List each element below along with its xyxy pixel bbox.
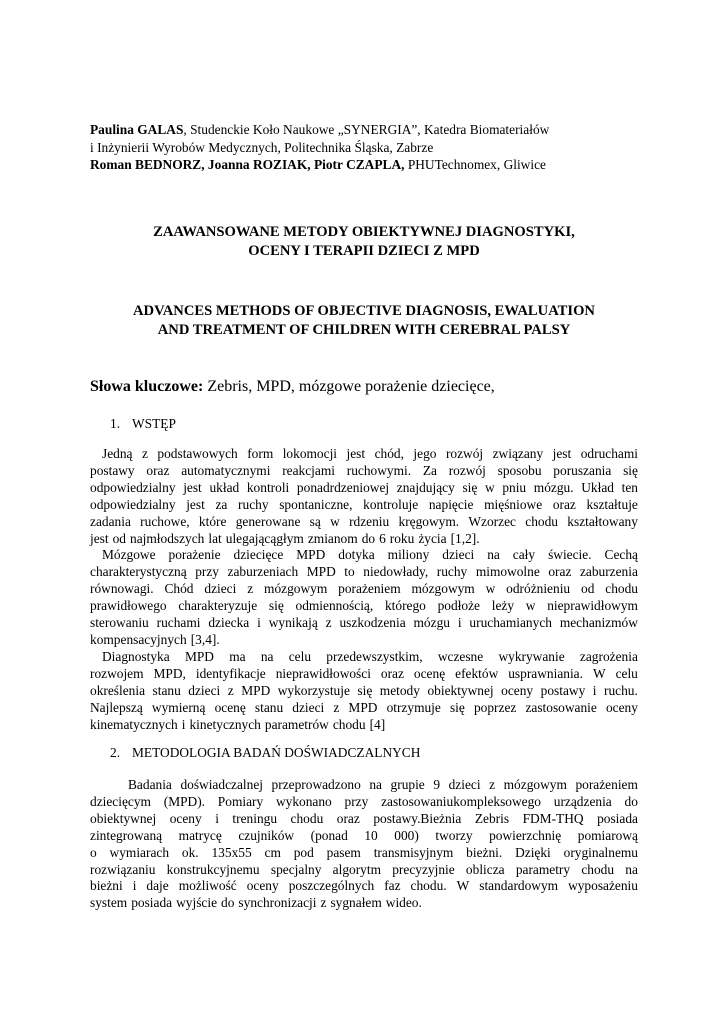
text-line: rozwiązaniu konstrukcyjnemu specjalny algorytm precyzyjnie oblicza parametry chodu na: [90, 861, 638, 877]
title-english: ADVANCES METHODS OF OBJECTIVE DIAGNOSIS, EWALUATION AND TREATMENT OF CHILDREN WITH CEREBRAL PALSY: [133, 303, 595, 338]
section-heading-2: 2. METODOLOGIA BADAŃ DOŚWIADCZALNYCH: [110, 745, 421, 760]
text-line: sterowaniu ruchami dziecka i wynikają z uszkodzenia mózgu i uruchamianych mechanizmów: [90, 615, 638, 631]
text-line: Badania doświadczalnej przeprowadzono na grupie 9 dzieci z mózgowym porażeniem: [128, 777, 638, 792]
keywords-label: Słowa kluczowe:: [90, 378, 204, 395]
author-affiliations: [90, 121, 638, 174]
section-2-body: [90, 777, 638, 912]
text-line: prawidłowego charakteryzuje się odmiennością, którego podłoże leży w nieprawidłowym: [90, 598, 638, 614]
text-line: charakterystyczną przy zaburzeniach MPD to niedowłady, ruchy mimowolne oraz zaburzenia: [90, 564, 638, 580]
author-line-3: Roman BEDNORZ, Joanna ROZIAK, Piotr CZAPLA, PHUTechnomex, Gliwice: [90, 157, 546, 172]
text-line: Diagnostyka MPD ma na celu przedewszystkim, wczesne wykrywanie zagrożenia: [102, 648, 638, 664]
text-line: obiektywnej oceny i treningu chodu oraz postawy.Bieżnia Zebris FDM-THQ posiada: [90, 810, 638, 826]
text-line: odpowiedzialny jest za ruchy spontaniczne, kontroluje napięcie mięśniowe oraz kształtuje: [90, 496, 638, 512]
text-line: równowagi. Chód dzieci z mózgowym porażeniem mózgowym w odróżnieniu od chodu: [90, 581, 638, 597]
text-line: określenia stanu dzieci z MPD wykorzystuje się metody obiektywnej oceny postawy i ruchu.: [90, 682, 638, 698]
text-line: Jedną z podstawowych form lokomocji jest chód, jego rozwój związany jest odruchami: [102, 446, 638, 461]
keywords-text: Zebris, MPD, mózgowe porażenie dziecięce,: [203, 378, 495, 395]
text-line: bieżni i daje możliwość oceny poszczególnych faz chodu. W standardowym wyposażeniu: [90, 878, 638, 894]
title-polish: ZAAWANSOWANE METODY OBIEKTYWNEJ DIAGNOSTYKI, OCENY I TERAPII DZIECI Z MPD: [153, 224, 575, 259]
keywords-line: [90, 378, 495, 396]
text-line: dziecięcym (MPD). Pomiary wykonano przy zastosowaniukompleksowego urządzenia do: [90, 793, 638, 809]
text-line: kompensacyjnych [3,4].: [90, 631, 220, 647]
author-name-galas: Paulina GALAS: [90, 122, 184, 137]
text-line: rozwojem MPD, identyfikacje nieprawidłowości oraz ocenę efektów usprawniania. W celu: [90, 665, 638, 681]
text-line: kinematycznych i kinetycznych parametrów chodu [4]: [90, 716, 386, 732]
author-line-2: i Inżynierii Wyrobów Medycznych, Politechnika Śląska, Zabrze: [90, 139, 434, 155]
author-names-technomex: Roman BEDNORZ, Joanna ROZIAK, Piotr CZAPLA,: [90, 157, 405, 172]
text-line: postawy oraz automatycznymi reakcjami ruchowymi. Za rozwój sposobu poruszania się: [90, 462, 638, 478]
section-heading-1: 1. WSTĘP: [110, 416, 176, 431]
text-line: Mózgowe porażenie dziecięce MPD dotyka miliony dzieci na cały świecie. Cechą: [102, 547, 638, 563]
text-line: zintegrowaną matrycę czujników (ponad 10 000) tworzy powierzchnię pomiarową: [90, 827, 638, 843]
text-line: o wymiarach ok. 135x55 cm pod pasem transmisyjnym bieżni. Dzięki oryginalnemu: [90, 844, 638, 860]
text-line: Najlepszą wymierną ocenę stanu dzieci z MPD otrzymuje się poprzez zastosowanie oceny: [90, 699, 638, 715]
text-line: system posiada wyjście do synchronizacji z sygnałem wideo.: [90, 895, 422, 911]
text-line: jest od najmłodszych lat ulegającągłym zmianom do 6 roku życia [1,2].: [90, 530, 480, 546]
author-line-1: Paulina GALAS, Studenckie Koło Naukowe „SYNERGIA”, Katedra Biomateriałów: [90, 122, 550, 137]
text-line: odpowiedzialny jest układ kontroli ponadrdzeniowej znajdujący się w pniu mózgu. Układ ten: [90, 479, 638, 495]
text-line: zadania ruchowe, które generowane są w rdzeniu kręgowym. Wzorzec chodu kształtowany: [90, 513, 638, 529]
section-1-body: [90, 446, 638, 733]
